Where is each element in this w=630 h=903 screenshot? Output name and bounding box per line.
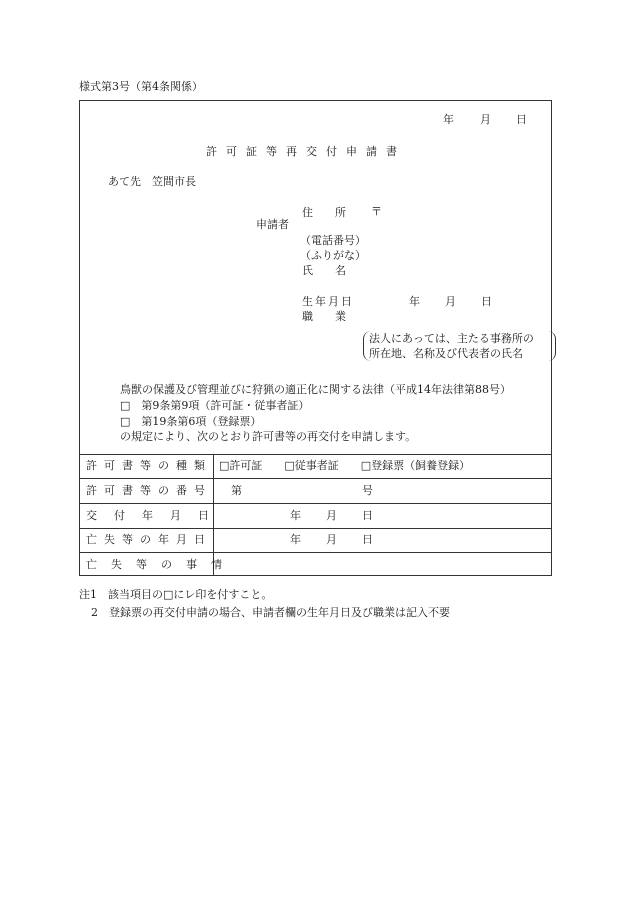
- issue-date-day: 日: [362, 509, 373, 522]
- table-row-divider: [80, 552, 551, 553]
- application-form: [79, 100, 552, 576]
- statement-closing: の規定により、次のとおり許可書等の再交付を申請します。: [120, 430, 417, 443]
- table-row-label: 許可書等の種類: [86, 459, 212, 472]
- date-month: 月: [480, 113, 491, 126]
- furigana-label: （ふりがな）: [300, 249, 366, 262]
- postal-mark: 〒: [371, 205, 382, 218]
- loss-date-month: 月: [326, 533, 337, 546]
- note-1: 注1 該当項目の□にレ印を付すこと。: [79, 588, 273, 601]
- form-reference: 様式第3号（第4条関係）: [79, 80, 203, 93]
- applicant-label: 申請者: [256, 218, 289, 231]
- permit-type-options: □許可証 □従事者証 □登録票（飼養登録）: [219, 459, 471, 472]
- birthdate-month: 月: [445, 295, 456, 308]
- law-reference: 鳥獣の保護及び管理並びに狩猟の適正化に関する法律（平成14年法律第88号）: [120, 383, 511, 396]
- date-day: 日: [516, 113, 527, 126]
- corporation-note-line1: 法人にあっては、主たる事務所の: [369, 332, 534, 345]
- table-row-divider: [80, 478, 551, 479]
- occupation-label: 職 業: [302, 310, 346, 323]
- permit-number-suffix: 号: [362, 484, 373, 497]
- addressee: あて先 笠間市長: [108, 175, 196, 188]
- corporation-note-line2: 所在地、名称及び代表者の氏名: [369, 347, 523, 360]
- table-row-label: 亡失等の年月日: [86, 533, 212, 546]
- loss-date-day: 日: [362, 533, 373, 546]
- table-row-divider: [80, 528, 551, 529]
- issue-date-month: 月: [326, 509, 337, 522]
- birthdate-label: 生年月日: [302, 295, 354, 308]
- note-2: 2 登録票の再交付申請の場合、申請者欄の生年月日及び職業は記入不要: [91, 606, 450, 619]
- issue-date-year: 年: [290, 509, 301, 522]
- option-article-19: □ 第19条第6項（登録票）: [120, 415, 262, 428]
- address-label: 住 所: [302, 206, 346, 219]
- table-top-line: [80, 454, 551, 455]
- birthdate-day: 日: [481, 295, 492, 308]
- phone-label: （電話番号）: [300, 234, 366, 247]
- table-row-label: 亡失等の事情: [86, 558, 236, 571]
- birthdate-year: 年: [409, 295, 420, 308]
- date-year: 年: [443, 113, 454, 126]
- table-row-label: 許可書等の番号: [86, 484, 212, 497]
- name-label: 氏 名: [302, 264, 346, 277]
- permit-number-prefix: 第: [231, 484, 242, 497]
- option-article-9: □ 第9条第9項（許可証・従事者証）: [120, 399, 310, 412]
- form-title: 許可証等再交付申請書: [206, 145, 406, 158]
- loss-date-year: 年: [290, 533, 301, 546]
- table-row-divider: [80, 503, 551, 504]
- table-row-label: 交付年月日: [86, 509, 226, 522]
